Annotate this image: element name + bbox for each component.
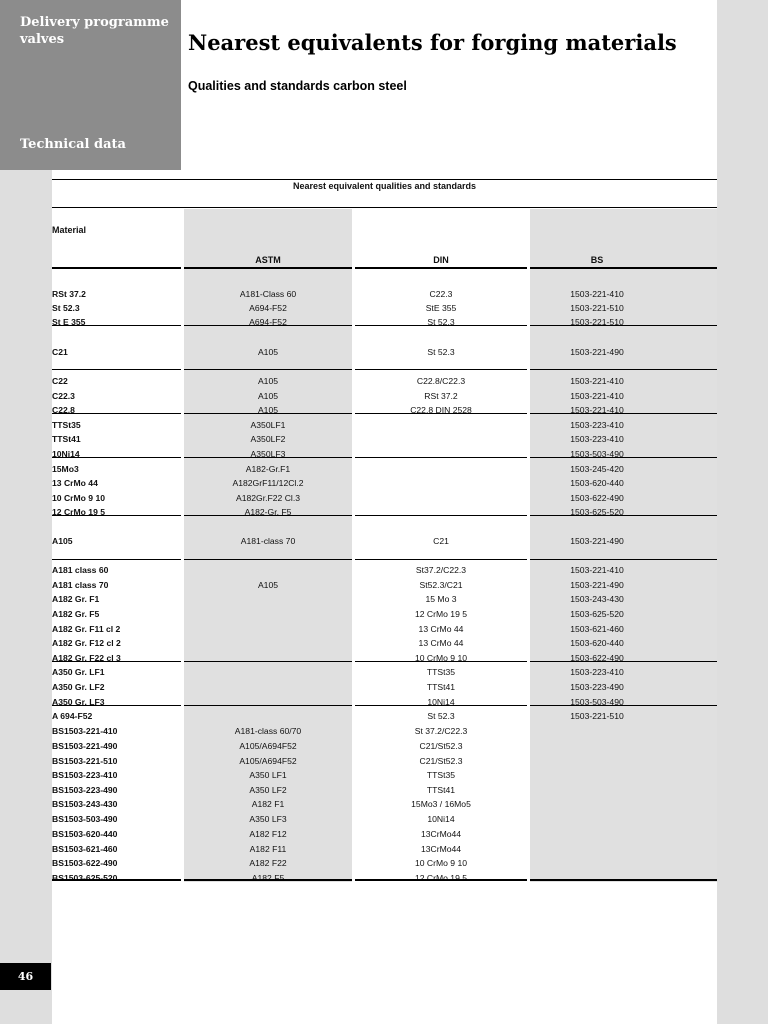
group-separator bbox=[355, 879, 527, 881]
cell-material: C22.3 bbox=[52, 391, 75, 401]
cell-material: A350 Gr. LF2 bbox=[52, 682, 105, 692]
group-separator bbox=[530, 413, 717, 414]
cell-material: BS1503-221-510 bbox=[52, 756, 118, 766]
cell-din: C22.8 DIN 2528 bbox=[410, 405, 472, 415]
cell-material: BS1503-621-460 bbox=[52, 844, 118, 854]
cell-din: TTSt41 bbox=[426, 682, 456, 692]
group-separator bbox=[52, 559, 181, 560]
cell-din: RSt 37.2 bbox=[424, 391, 458, 401]
cell-din: 10Ni14 bbox=[427, 814, 455, 824]
cell-material: C21 bbox=[52, 347, 68, 357]
cell-material: A182 Gr. F1 bbox=[52, 594, 100, 604]
cell-bs: 1503-622-490 bbox=[570, 653, 624, 663]
cell-bs: 1503-625-520 bbox=[570, 507, 624, 517]
cell-astm: A105 bbox=[257, 347, 279, 357]
header-rule bbox=[52, 267, 181, 269]
cell-astm: A181-class 60/70 bbox=[234, 726, 302, 736]
cell-astm: A182 F22 bbox=[249, 858, 287, 868]
group-separator bbox=[530, 661, 717, 662]
cell-material: A350 Gr. LF1 bbox=[52, 667, 105, 677]
cell-din: C21 bbox=[433, 536, 449, 546]
cell-material: St 52.3 bbox=[52, 303, 80, 313]
group-separator bbox=[184, 661, 352, 662]
cell-din: C22.8/C22.3 bbox=[416, 376, 466, 386]
group-separator bbox=[184, 457, 352, 458]
cell-astm: A182 F12 bbox=[249, 829, 287, 839]
cell-bs: 1503-620-440 bbox=[570, 638, 624, 648]
cell-astm: A350 LF2 bbox=[249, 785, 287, 795]
cell-astm: A105/A694F52 bbox=[239, 756, 297, 766]
group-separator bbox=[52, 661, 181, 662]
cell-astm: A694-F52 bbox=[249, 303, 287, 313]
cell-astm: A105/A694F52 bbox=[239, 741, 297, 751]
section-header-box bbox=[0, 0, 181, 170]
header-din: DIN bbox=[433, 255, 449, 265]
cell-material: A182 Gr. F5 bbox=[52, 609, 100, 619]
table-caption: Nearest equivalent qualities and standards bbox=[292, 181, 477, 191]
group-separator bbox=[184, 879, 352, 881]
cell-din: 10 CrMo 9 10 bbox=[414, 653, 468, 663]
group-separator bbox=[530, 457, 717, 458]
cell-bs: 1503-625-520 bbox=[570, 609, 624, 619]
group-separator bbox=[184, 705, 352, 706]
cell-material: C22 bbox=[52, 376, 68, 386]
cell-din: St 37.2/C22.3 bbox=[414, 726, 468, 736]
cell-material: BS1503-221-410 bbox=[52, 726, 118, 736]
group-separator bbox=[184, 515, 352, 516]
cell-astm: A105 bbox=[257, 391, 279, 401]
cell-material: BS1503-622-490 bbox=[52, 858, 118, 868]
cell-astm: A182 F5 bbox=[251, 873, 285, 883]
cell-material: BS1503-223-490 bbox=[52, 785, 118, 795]
cell-material: 15Mo3 bbox=[52, 464, 79, 474]
cell-bs: 1503-243-430 bbox=[570, 594, 624, 604]
cell-din: 15Mo3 / 16Mo5 bbox=[411, 799, 471, 809]
cell-astm: A105 bbox=[257, 580, 279, 590]
cell-din: TTSt35 bbox=[426, 770, 456, 780]
cell-material: St E 355 bbox=[52, 317, 86, 327]
cell-bs: 1503-221-410 bbox=[570, 289, 624, 299]
section-name: Delivery programme valves bbox=[20, 15, 169, 47]
cell-material: RSt 37.2 bbox=[52, 289, 86, 299]
cell-material: 10Ni14 bbox=[52, 449, 80, 459]
cell-material: TTSt41 bbox=[52, 434, 81, 444]
caption-rule bbox=[52, 207, 717, 208]
cell-astm: A182Gr.F22 Cl.3 bbox=[235, 493, 300, 503]
group-separator bbox=[355, 369, 527, 370]
cell-astm: A350LF1 bbox=[250, 420, 286, 430]
cell-din: St 52.3 bbox=[427, 317, 455, 327]
cell-bs: 1503-245-420 bbox=[570, 464, 624, 474]
cell-din: 13CrMo44 bbox=[420, 829, 462, 839]
cell-din: C21/St52.3 bbox=[419, 741, 463, 751]
group-separator bbox=[184, 413, 352, 414]
header-material: Material bbox=[52, 225, 87, 235]
cell-din: C21/St52.3 bbox=[419, 756, 463, 766]
cell-material: A182 Gr. F12 cl 2 bbox=[52, 638, 121, 648]
group-separator bbox=[530, 559, 717, 560]
cell-din: St 52.3 bbox=[427, 347, 455, 357]
group-separator bbox=[52, 705, 181, 706]
cell-bs: 1503-221-410 bbox=[570, 376, 624, 386]
cell-material: A 694-F52 bbox=[52, 711, 93, 721]
cell-astm: A182-Gr.F1 bbox=[245, 464, 291, 474]
cell-bs: 1503-620-440 bbox=[570, 478, 624, 488]
cell-din: StE 355 bbox=[425, 303, 457, 313]
cell-astm: A181-Class 60 bbox=[239, 289, 297, 299]
group-separator bbox=[184, 559, 352, 560]
group-separator bbox=[355, 515, 527, 516]
cell-din: 13 CrMo 44 bbox=[418, 624, 464, 634]
header-astm: ASTM bbox=[255, 255, 281, 265]
cell-din: TTSt35 bbox=[426, 667, 456, 677]
cell-astm: A105 bbox=[257, 405, 279, 415]
cell-material: 12 CrMo 19 5 bbox=[52, 507, 106, 517]
cell-material: C22.8 bbox=[52, 405, 75, 415]
equivalents-table bbox=[52, 179, 717, 884]
cell-bs: 1503-223-490 bbox=[570, 682, 624, 692]
cell-astm: A182GrF11/12Cl.2 bbox=[232, 478, 304, 488]
cell-material: A182 Gr. F11 cl 2 bbox=[52, 624, 121, 634]
group-separator bbox=[530, 369, 717, 370]
cell-material: BS1503-620-440 bbox=[52, 829, 118, 839]
cell-din: 12 CrMo 19 5 bbox=[414, 873, 468, 883]
group-separator bbox=[530, 879, 717, 881]
right-margin-strip bbox=[717, 0, 768, 1024]
group-separator bbox=[355, 413, 527, 414]
cell-astm: A350 LF3 bbox=[249, 814, 287, 824]
cell-bs: 1503-221-510 bbox=[570, 303, 624, 313]
cell-material: A350 Gr. LF3 bbox=[52, 697, 105, 707]
header-bs: BS bbox=[590, 255, 604, 265]
group-separator bbox=[355, 325, 527, 326]
cell-material: 10 CrMo 9 10 bbox=[52, 493, 106, 503]
cell-din: C22.3 bbox=[429, 289, 453, 299]
cell-astm: A350 LF1 bbox=[249, 770, 287, 780]
cell-bs: 1503-223-410 bbox=[570, 420, 624, 430]
cell-astm: A350LF3 bbox=[250, 449, 286, 459]
cell-material: A181 class 70 bbox=[52, 580, 109, 590]
cell-din: St 52.3 bbox=[427, 711, 455, 721]
cell-bs: 1503-622-490 bbox=[570, 493, 624, 503]
cell-din: 15 Mo 3 bbox=[425, 594, 457, 604]
cell-bs: 1503-503-490 bbox=[570, 449, 624, 459]
page-title: Nearest equivalents for forging materials bbox=[188, 30, 677, 55]
cell-bs: 1503-221-490 bbox=[570, 347, 624, 357]
cell-bs: 1503-221-410 bbox=[570, 391, 624, 401]
cell-din: 10Ni14 bbox=[427, 697, 455, 707]
cell-astm: A105 bbox=[257, 376, 279, 386]
cell-material: 13 CrMo 44 bbox=[52, 478, 98, 488]
left-margin-strip bbox=[0, 170, 52, 1024]
page-number: 46 bbox=[0, 963, 51, 990]
cell-material: BS1503-503-490 bbox=[52, 814, 118, 824]
cell-din: 13CrMo44 bbox=[420, 844, 462, 854]
cell-material: BS1503-223-410 bbox=[52, 770, 118, 780]
cell-bs: 1503-221-410 bbox=[570, 565, 624, 575]
cell-bs: 1503-223-410 bbox=[570, 667, 624, 677]
cell-din: 13 CrMo 44 bbox=[418, 638, 464, 648]
cell-material: TTSt35 bbox=[52, 420, 81, 430]
cell-din: St52.3/C21 bbox=[419, 580, 463, 590]
group-separator bbox=[52, 457, 181, 458]
cell-material: BS1503-625-520 bbox=[52, 873, 118, 883]
cell-astm: A181-class 70 bbox=[240, 536, 296, 546]
cell-din: 10 CrMo 9 10 bbox=[414, 858, 468, 868]
cell-material: A181 class 60 bbox=[52, 565, 109, 575]
cell-material: A182 Gr. F22 cl 3 bbox=[52, 653, 121, 663]
group-separator bbox=[52, 369, 181, 370]
group-separator bbox=[530, 515, 717, 516]
group-separator bbox=[52, 413, 181, 414]
group-separator bbox=[355, 559, 527, 560]
header-rule bbox=[355, 267, 527, 269]
group-separator bbox=[184, 369, 352, 370]
cell-material: BS1503-221-490 bbox=[52, 741, 118, 751]
cell-astm: A182-Gr. F5 bbox=[244, 507, 292, 517]
cell-bs: 1503-621-460 bbox=[570, 624, 624, 634]
group-separator bbox=[184, 325, 352, 326]
header-rule bbox=[530, 267, 717, 269]
cell-din: TTSt41 bbox=[426, 785, 456, 795]
group-separator bbox=[52, 879, 181, 881]
cell-bs: 1503-223-410 bbox=[570, 434, 624, 444]
section-subtitle: Technical data bbox=[20, 137, 126, 152]
group-separator bbox=[52, 325, 181, 326]
cell-bs: 1503-221-490 bbox=[570, 536, 624, 546]
cell-astm: A182 F1 bbox=[251, 799, 285, 809]
page-subtitle: Qualities and standards carbon steel bbox=[188, 79, 407, 93]
cell-astm: A182 F11 bbox=[249, 844, 287, 854]
cell-din: St37.2/C22.3 bbox=[415, 565, 467, 575]
cell-bs: 1503-221-510 bbox=[570, 317, 624, 327]
header-rule bbox=[184, 267, 352, 269]
cell-bs: 1503-221-410 bbox=[570, 405, 624, 415]
cell-material: A105 bbox=[52, 536, 73, 546]
group-separator bbox=[355, 457, 527, 458]
group-separator bbox=[355, 661, 527, 662]
table-top-rule bbox=[52, 179, 717, 180]
cell-astm: A694-F52 bbox=[249, 317, 287, 327]
cell-bs: 1503-221-490 bbox=[570, 580, 624, 590]
group-separator bbox=[530, 325, 717, 326]
cell-astm: A350LF2 bbox=[250, 434, 286, 444]
cell-bs: 1503-503-490 bbox=[570, 697, 624, 707]
group-separator bbox=[52, 515, 181, 516]
cell-bs: 1503-221-510 bbox=[570, 711, 624, 721]
cell-din: 12 CrMo 19 5 bbox=[414, 609, 468, 619]
group-separator bbox=[530, 705, 717, 706]
group-separator bbox=[355, 705, 527, 706]
cell-material: BS1503-243-430 bbox=[52, 799, 118, 809]
